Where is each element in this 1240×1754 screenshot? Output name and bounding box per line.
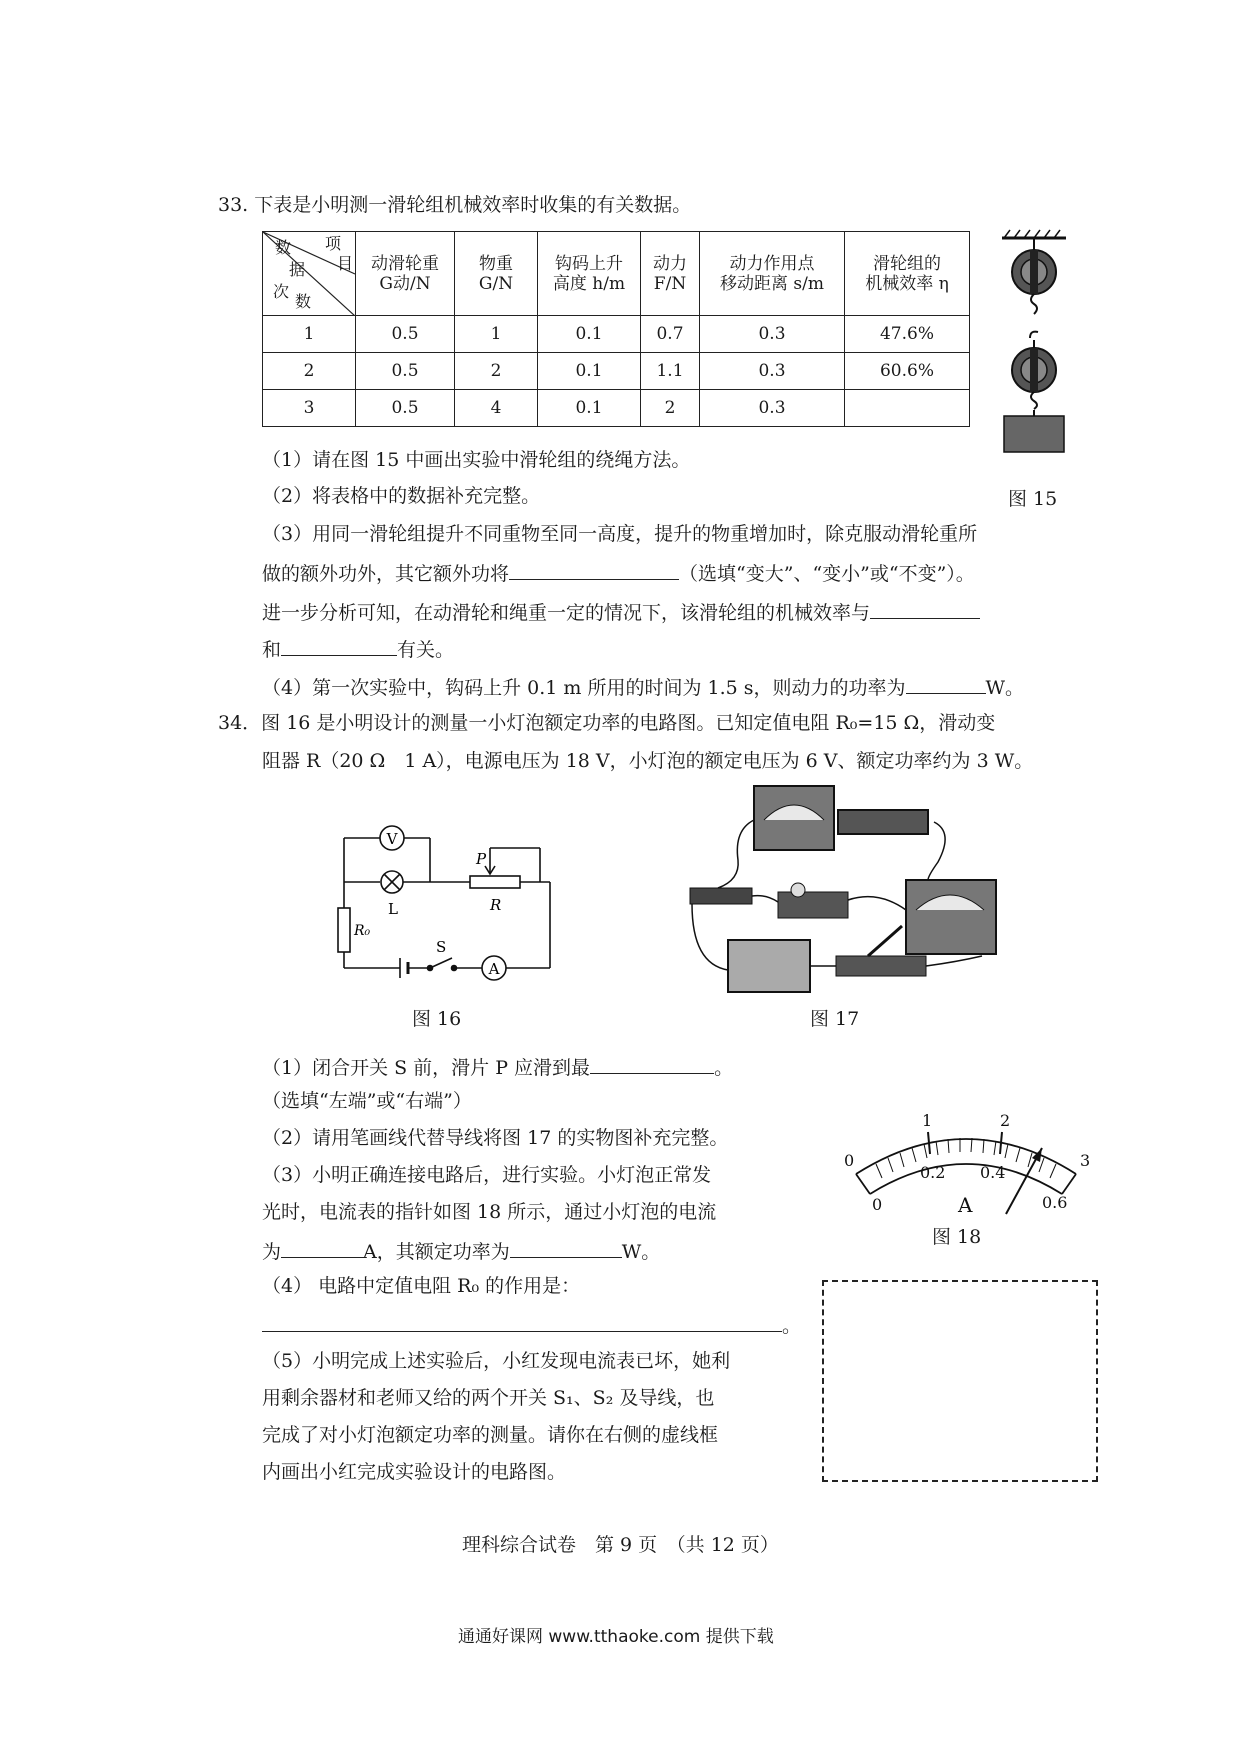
q33-sub3-line3: 进一步分析可知，在动滑轮和绳重一定的情况下，该滑轮组的机械效率与 <box>262 598 980 625</box>
q34-sub4: （4） 电路中定值电阻 R₀ 的作用是： <box>262 1275 581 1297</box>
page-footer: 理科综合试卷 第 9 页 （共 12 页） <box>462 1534 779 1556</box>
corner-top-left-1: 数 <box>275 238 292 257</box>
q34-sub3-line2: 光时，电流表的指针如图 18 所示，通过小灯泡的电流 <box>262 1201 717 1223</box>
lamp-label: L <box>388 900 398 918</box>
table-row: 3 0.5 4 0.1 2 0.3 <box>263 390 970 427</box>
scale-bottom-06: 0.6 <box>1042 1193 1068 1212</box>
data-table <box>262 231 970 427</box>
fig17-label: 图 17 <box>810 1008 860 1030</box>
q34-intro-line2: 阻器 R（20 Ω 1 A），电源电压为 18 V，小灯泡的额定电压为 6 V、额定功率约为 3 W。 <box>262 750 1034 772</box>
blank-power[interactable] <box>906 673 986 694</box>
header-weight: 物重 G/N <box>455 232 538 316</box>
header-distance: 动力作用点 移动距离 s/m <box>700 232 845 316</box>
equipment-photo <box>688 780 1028 1000</box>
q34-sub4-answer-line: 。 <box>262 1311 801 1338</box>
q34-sub5-line3: 完成了对小灯泡额定功率的测量。请你在右侧的虚线框 <box>262 1424 719 1446</box>
corner-top-left-2: 据 <box>289 260 306 279</box>
pulley-figure <box>990 228 1080 478</box>
q34-sub2: （2）请用笔画线代替导线将图 17 的实物图补充完整。 <box>262 1127 729 1149</box>
q33-intro: 33. 下表是小明测一滑轮组机械效率时收集的有关数据。 <box>218 194 692 216</box>
blank-factor-2[interactable] <box>281 635 397 656</box>
corner-top-right-1: 项 <box>325 234 342 253</box>
table-row: 2 0.5 2 0.1 1.1 0.3 60.6% <box>263 353 970 390</box>
q33-sub3-line4: 和 有关。 <box>262 635 454 662</box>
q34-sub5-line4: 内画出小红完成实验设计的电路图。 <box>262 1461 567 1483</box>
corner-bottom-left-2: 数 <box>295 292 312 311</box>
watermark: 通通好课网 www.tthaoke.com 提供下载 <box>458 1627 774 1647</box>
switch-label: S <box>436 938 447 956</box>
q34-sub1: （1）闭合开关 S 前，滑片 P 应滑到最 。 <box>262 1053 733 1080</box>
voltmeter-label: V <box>386 830 398 848</box>
q33-sub3-line2: 做的额外功外，其它额外功将 （选填“变大”、“变小”或“不变”）。 <box>262 559 975 586</box>
ammeter-dial <box>836 1078 1096 1218</box>
q34-sub3-line3: 为 A，其额定功率为 W。 <box>262 1237 660 1264</box>
corner-top-right-2: 目 <box>337 254 354 273</box>
circuit-diagram <box>330 818 565 998</box>
blank-rated-power[interactable] <box>510 1237 622 1258</box>
corner-bottom-left-1: 次 <box>273 282 290 301</box>
scale-unit: A <box>958 1193 973 1217</box>
q34-sub1-hint: （选填“左端”或“右端”） <box>262 1090 472 1112</box>
resistor-label: R₀ <box>354 923 371 939</box>
blank-r0-purpose[interactable] <box>262 1311 782 1332</box>
header-force: 动力 F/N <box>641 232 700 316</box>
blank-slider-end[interactable] <box>590 1053 714 1074</box>
scale-top-1: 1 <box>922 1111 933 1130</box>
q34-sub5-line2: 用剩余器材和老师又给的两个开关 S₁、S₂ 及导线，也 <box>262 1387 715 1409</box>
scale-top-2: 2 <box>1000 1111 1011 1130</box>
slider-label: P <box>476 850 487 868</box>
fig18-label: 图 18 <box>932 1226 982 1248</box>
q34-sub3-line1: （3）小明正确连接电路后，进行实验。小灯泡正常发 <box>262 1164 712 1186</box>
scale-bottom-0: 0 <box>872 1195 883 1214</box>
q34-intro-line1: 34．图 16 是小明设计的测量一小灯泡额定功率的电路图。已知定值电阻 R₀=15 Ω，滑动变 <box>218 712 996 734</box>
scale-bottom-02: 0.2 <box>920 1163 946 1182</box>
scale-top-3: 3 <box>1080 1151 1091 1170</box>
table-corner-cell <box>263 232 356 316</box>
answer-dashed-box[interactable] <box>822 1280 1098 1482</box>
blank-extra-work[interactable] <box>509 559 679 580</box>
table-row: 1 0.5 1 0.1 0.7 0.3 47.6% <box>263 316 970 353</box>
q34-sub5-line1: （5）小明完成上述实验后，小红发现电流表已坏，她利 <box>262 1350 731 1372</box>
scale-bottom-04: 0.4 <box>980 1163 1006 1182</box>
header-height: 钩码上升 高度 h/m <box>538 232 641 316</box>
q33-sub4: （4）第一次实验中，钩码上升 0.1 m 所用的时间为 1.5 s，则动力的功率为 W。 <box>262 673 1024 700</box>
fig15-label: 图 15 <box>1008 488 1058 510</box>
header-movable-pulley: 动滑轮重 G动/N <box>356 232 455 316</box>
rheostat-label: R <box>490 896 502 914</box>
q33-sub1: （1）请在图 15 中画出实验中滑轮组的绕绳方法。 <box>262 449 691 471</box>
blank-factor-1[interactable] <box>870 598 980 619</box>
q33-sub3-line1: （3）用同一滑轮组提升不同重物至同一高度，提升的物重增加时，除克服动滑轮重所 <box>262 523 978 545</box>
fig16-label: 图 16 <box>412 1008 462 1030</box>
ammeter-label: A <box>488 960 500 978</box>
q33-sub2: （2）将表格中的数据补充完整。 <box>262 485 541 507</box>
header-efficiency: 滑轮组的 机械效率 η <box>845 232 970 316</box>
blank-current[interactable] <box>281 1237 363 1258</box>
scale-top-0: 0 <box>844 1151 855 1170</box>
